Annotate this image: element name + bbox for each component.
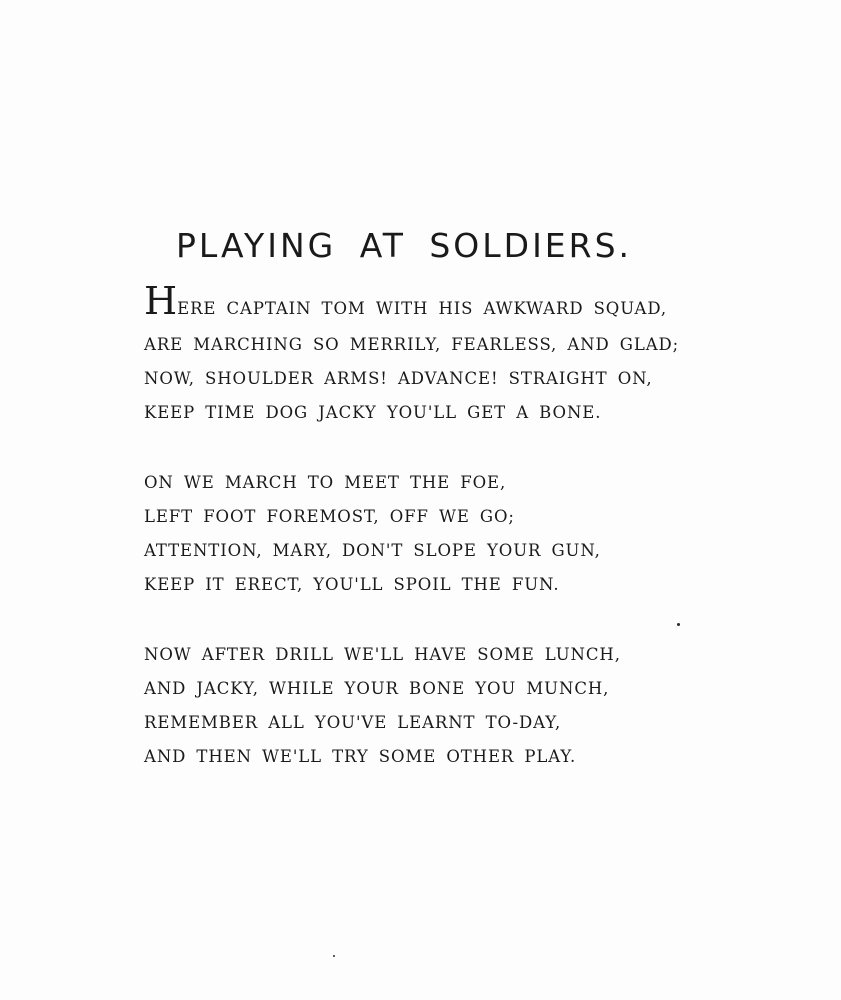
stanza-3 (144, 638, 784, 774)
poem-line: ARE MARCHING SO MERRILY, FEARLESS, AND GLAD; (144, 335, 680, 354)
stanza-2 (144, 466, 784, 602)
poem-body (144, 279, 784, 774)
poem-line: KEEP TIME DOG JACKY YOU'LL GET A BONE. (144, 403, 602, 422)
paper-speck (333, 955, 335, 957)
poem-line: REMEMBER ALL YOU'VE LEARNT TO-DAY, (144, 713, 562, 732)
poem-line: AND JACKY, WHILE YOUR BONE YOU MUNCH, (144, 679, 610, 698)
poem-line: NOW, SHOULDER ARMS! ADVANCE! STRAIGHT ON, (144, 369, 653, 388)
poem-line: KEEP IT ERECT, YOU'LL SPOIL THE FUN. (144, 575, 560, 594)
paper-speck (677, 623, 680, 626)
poem-line: ON WE MARCH TO MEET THE FOE, (144, 473, 507, 492)
poem-line (144, 279, 784, 328)
poem-line: NOW AFTER DRILL WE'LL HAVE SOME LUNCH, (144, 645, 621, 664)
poem-line: AND THEN WE'LL TRY SOME OTHER PLAY. (144, 747, 577, 766)
drop-cap: H (144, 279, 178, 323)
poem-line: LEFT FOOT FOREMOST, OFF WE GO; (144, 507, 515, 526)
poem-line: ATTENTION, MARY, DON'T SLOPE YOUR GUN, (144, 541, 601, 560)
stanza-1 (144, 279, 784, 430)
poem-line-text: ERE CAPTAIN TOM WITH HIS AWKWARD SQUAD, (177, 299, 668, 318)
poem-title: PLAYING AT SOLDIERS. (176, 226, 633, 265)
